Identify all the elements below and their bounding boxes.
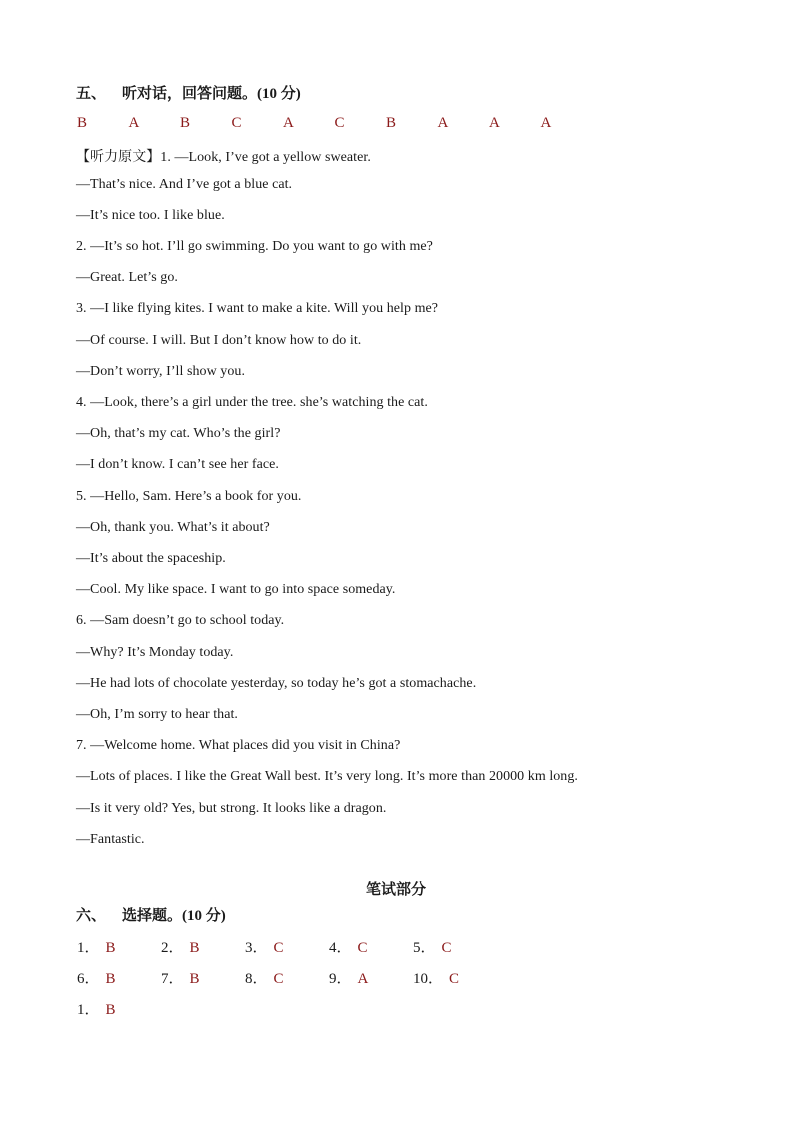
answer-10: A bbox=[540, 115, 552, 131]
answer-1: B bbox=[77, 115, 88, 131]
transcript-line: 7. —Welcome home. What places did you visit in China? bbox=[76, 738, 401, 753]
choice-answer: 7． B bbox=[161, 971, 200, 987]
choice-answer: 1． B bbox=[77, 940, 116, 956]
written-part-title: 笔试部分 bbox=[366, 882, 427, 898]
answer-2: A bbox=[128, 115, 140, 131]
transcript-line: —Oh, I’m sorry to hear that. bbox=[76, 707, 238, 722]
choice-answer: 3． C bbox=[245, 940, 284, 956]
choice-answer: 1． B bbox=[77, 1002, 116, 1018]
section-6-number: 六、 bbox=[76, 908, 107, 924]
choice-answer: 6． B bbox=[77, 971, 116, 987]
transcript-line: —That’s nice. And I’ve got a blue cat. bbox=[76, 177, 293, 192]
answer-8: A bbox=[437, 115, 449, 131]
section-5-title: 听对话，回答问题。(10 分) bbox=[122, 86, 301, 102]
choice-answers-row-1 bbox=[77, 936, 497, 957]
transcript-line: —Great. Let’s go. bbox=[76, 270, 178, 285]
transcript-line: —It’s nice too. I like blue. bbox=[76, 208, 225, 223]
transcript-line: —Oh, thank you. What’s it about? bbox=[76, 520, 270, 535]
choice-answer: 10． C bbox=[413, 971, 460, 987]
choice-answers-row-2 bbox=[77, 967, 497, 988]
choice-answers-row-3 bbox=[77, 998, 161, 1019]
choice-answer: 9． A bbox=[329, 971, 369, 987]
transcript-line: —Cool. My like space. I want to go into space someday. bbox=[76, 582, 396, 597]
transcript-line: —He had lots of chocolate yesterday, so today he’s got a stomachache. bbox=[76, 676, 477, 691]
transcript-line: 5. —Hello, Sam. Here’s a book for you. bbox=[76, 489, 302, 504]
section-5-heading bbox=[76, 82, 301, 103]
transcript-line: 【听力原文】1. —Look, I’ve got a yellow sweater. bbox=[76, 150, 371, 165]
answer-4: C bbox=[231, 115, 242, 131]
transcript-line: —Fantastic. bbox=[76, 832, 145, 847]
transcript-line: 4. —Look, there’s a girl under the tree. she’s watching the cat. bbox=[76, 395, 428, 410]
choice-answer: 5． C bbox=[413, 940, 452, 956]
section-5-answer-key bbox=[77, 115, 592, 132]
choice-answer: 8． C bbox=[245, 971, 284, 987]
answer-5: A bbox=[283, 115, 294, 131]
choice-answer: 4． C bbox=[329, 940, 368, 956]
transcript-line: —Lots of places. I like the Great Wall best. It’s very long. It’s more than 20000 km long. bbox=[76, 769, 578, 784]
transcript-line: —Oh, that’s my cat. Who’s the girl? bbox=[76, 426, 281, 441]
section-6-title: 选择题。(10 分) bbox=[122, 908, 226, 924]
choice-answer: 2． B bbox=[161, 940, 200, 956]
answer-6: C bbox=[334, 115, 345, 131]
transcript-line: —Don’t worry, I’ll show you. bbox=[76, 364, 245, 379]
transcript-line: —Why? It’s Monday today. bbox=[76, 645, 234, 660]
transcript-line: 2. —It’s so hot. I’ll go swimming. Do you want to go with me? bbox=[76, 239, 433, 254]
answer-9: A bbox=[489, 115, 500, 131]
answer-7: B bbox=[386, 115, 397, 131]
transcript-line: —Is it very old? Yes, but strong. It looks like a dragon. bbox=[76, 801, 387, 816]
section-5-number: 五、 bbox=[76, 86, 107, 102]
transcript-line: —Of course. I will. But I don’t know how to do it. bbox=[76, 333, 362, 348]
transcript-line: 6. —Sam doesn’t go to school today. bbox=[76, 613, 285, 628]
transcript-line: 3. —I like flying kites. I want to make a kite. Will you help me? bbox=[76, 301, 439, 316]
section-6-heading bbox=[76, 904, 226, 925]
answer-3: B bbox=[180, 115, 191, 131]
transcript-line: —I don’t know. I can’t see her face. bbox=[76, 457, 279, 472]
transcript-line: —It’s about the spaceship. bbox=[76, 551, 226, 566]
